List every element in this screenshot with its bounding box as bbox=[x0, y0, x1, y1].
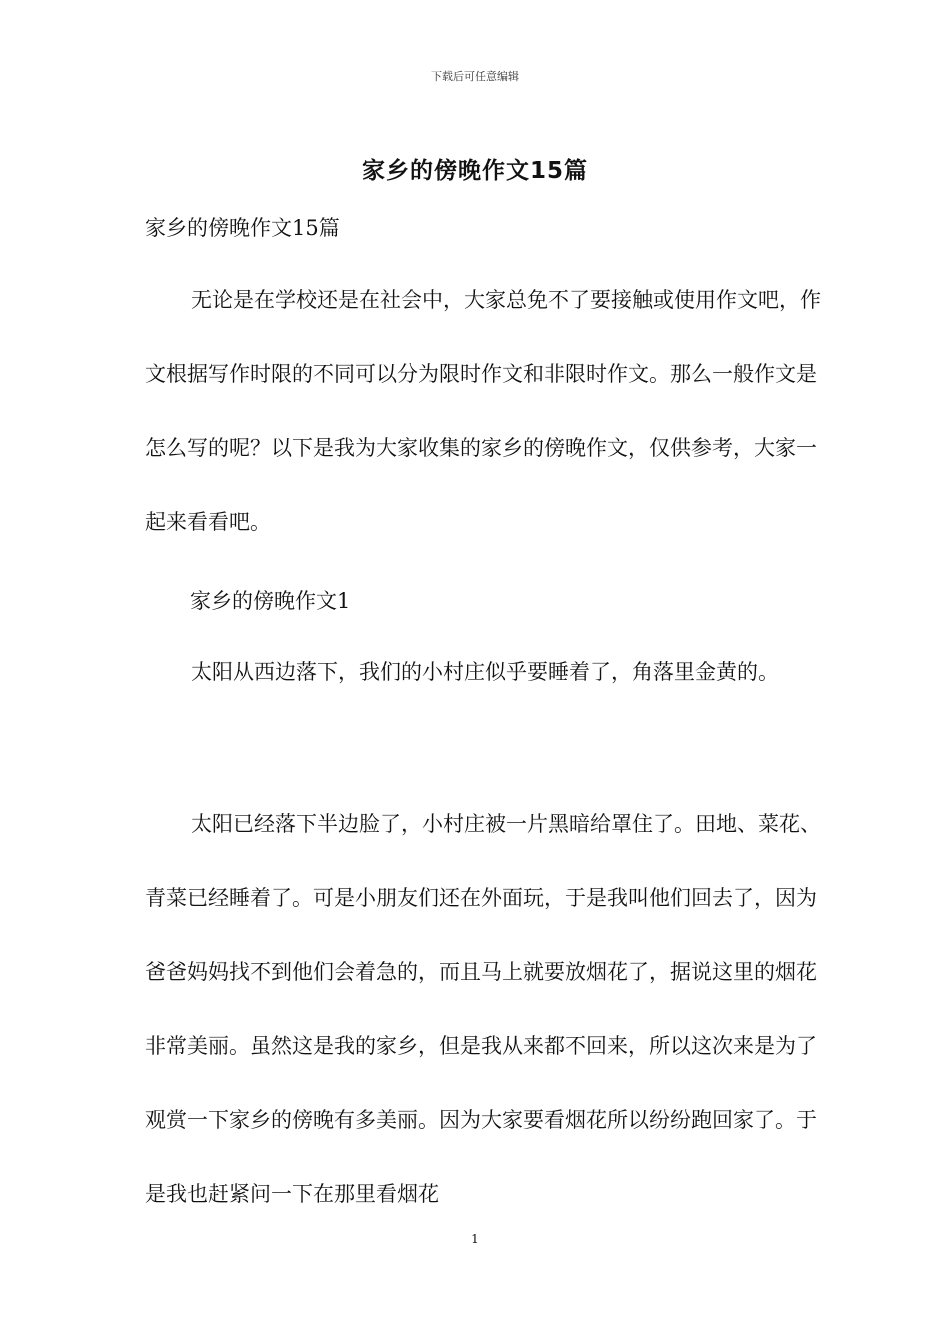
body-paragraph-1: 太阳从西边落下，我们的小村庄似乎要睡着了，角落里金黄的。 bbox=[191, 660, 779, 684]
intro-paragraph: 无论是在学校还是在社会中，大家总免不了要接触或使用作文吧，作文根据写作时限的不同可以分为限时作文和非限时作文。那么一般作文是怎么写的呢？以下是我为大家收集的家乡的傍晚作文，仅供参考，大家一起来看看吧。 bbox=[145, 288, 821, 534]
document-title: 家乡的傍晚作文15篇 bbox=[361, 158, 588, 184]
document-subtitle: 家乡的傍晚作文15篇 bbox=[145, 216, 340, 240]
section-heading: 家乡的傍晚作文1 bbox=[190, 589, 351, 613]
page-number: 1 bbox=[471, 1232, 479, 1246]
body-paragraph-2: 太阳已经落下半边脸了，小村庄被一片黑暗给罩住了。田地、菜花、青菜已经睡着了。可是小朋友们还在外面玩，于是我叫他们回去了，因为爸爸妈妈找不到他们会着急的，而且马上就要放烟花了，据说这里的烟花非常美丽。虽然这是我的家乡，但是我从来都不回来，所以这次来是为了观赏一下家乡的傍晚有多美丽。因为大家要看烟花所以纷纷跑回家了。于是我也赶紧问一下在那里看烟花 bbox=[145, 812, 821, 1206]
header-note: 下载后可任意编辑 bbox=[431, 70, 519, 83]
